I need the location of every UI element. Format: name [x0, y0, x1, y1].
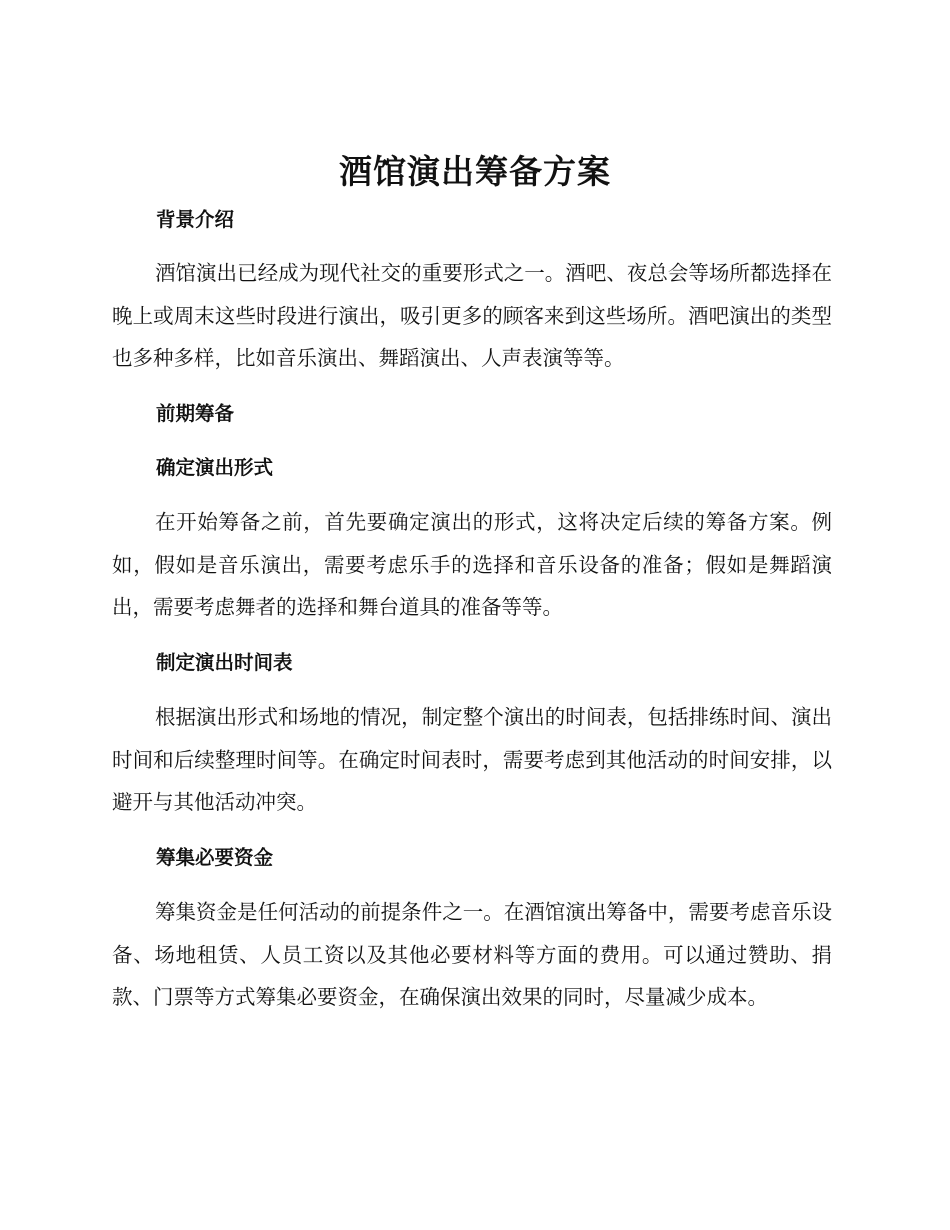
- section-heading-preparation: 前期筹备: [156, 402, 235, 425]
- section-paragraph-funding: 筹集资金是任何活动的前提条件之一。在酒馆演出筹备中，需要考虑音乐设备、场地租赁、人员工资以及其他必要材料等方面的费用。可以通过赞助、捐款、门票等方式筹集必要资金，在确保演出效果的同时，尽量减少成本。: [112, 900, 832, 1009]
- section-heading-performance-format: 确定演出形式: [156, 456, 274, 479]
- section-heading-schedule: 制定演出时间表: [156, 651, 293, 674]
- document-title: 酒馆演出筹备方案: [339, 152, 611, 191]
- section-paragraph-background: 酒馆演出已经成为现代社交的重要形式之一。酒吧、夜总会等场所都选择在晚上或周末这些时段进行演出，吸引更多的顾客来到这些场所。酒吧演出的类型也多种多样，比如音乐演出、舞蹈演出、人声表演等等。: [112, 261, 832, 370]
- section-heading-background: 背景介绍: [156, 208, 235, 231]
- section-paragraph-schedule: 根据演出形式和场地的情况，制定整个演出的时间表，包括排练时间、演出时间和后续整理时间等。在确定时间表时，需要考虑到其他活动的时间安排，以避开与其他活动冲突。: [112, 705, 832, 814]
- section-heading-funding: 筹集必要资金: [156, 846, 274, 869]
- section-paragraph-performance-format: 在开始筹备之前，首先要确定演出的形式，这将决定后续的筹备方案。例如，假如是音乐演出，需要考虑乐手的选择和音乐设备的准备；假如是舞蹈演出，需要考虑舞者的选择和舞台道具的准备等等。: [112, 510, 832, 619]
